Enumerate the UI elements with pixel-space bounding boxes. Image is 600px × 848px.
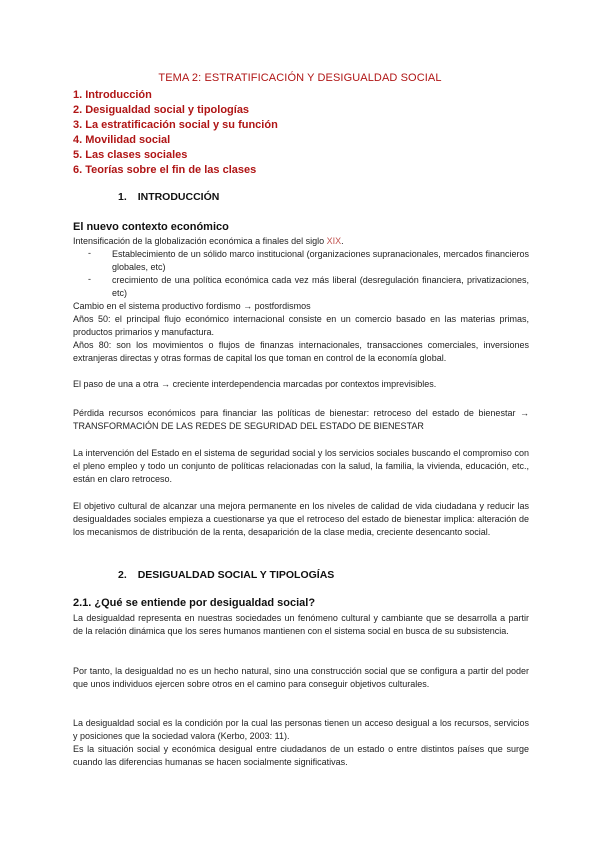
- subheading-context: El nuevo contexto económico: [73, 221, 229, 233]
- bullet-item: crecimiento de una política económica cada vez más liberal (desregulación financiera, privatizaciones, etc): [112, 275, 529, 298]
- toc-item: 2. Desigualdad social y tipologías: [73, 104, 250, 116]
- paragraph-loss: Pérdida recursos económicos para financiar las políticas de bienestar: retroceso del estado de bienestar → TRANSFORMACIÓN DE LAS REDES DE SEGURIDAD DEL ESTADO DE BIENESTAR: [73, 408, 529, 431]
- century-text: XIX: [326, 236, 342, 246]
- paragraph-transition: El paso de una a otra → creciente interdependencia marcadas por contextos imprevisibles.: [73, 379, 437, 389]
- toc-item: 6. Teorías sobre el fin de las clases: [73, 164, 257, 176]
- page-title: TEMA 2: ESTRATIFICACIÓN Y DESIGUALDAD SOCIAL: [158, 72, 442, 84]
- table-of-contents: [73, 88, 278, 178]
- paragraph-years-50: Años 50: el principal flujo económico internacional consiste en un comercio basado en las materias primas, productos primarios y manufactura.: [73, 314, 529, 337]
- section-1-number: 1.: [118, 191, 127, 203]
- intro-text: Intensificación de la globalización económica a finales del siglo: [73, 236, 327, 246]
- paragraph-intro: Intensificación de la globalización económica a finales del siglo XIX.: [73, 236, 344, 246]
- paragraph-intervention: La intervención del Estado en el sistema de seguridad social y los servicios sociales buscando el compromiso con el pleno empleo y todo un conjunto de políticas relacionadas con la salud, la familia, la vivienda, educación, etc., están en claro retroceso.: [73, 448, 529, 484]
- toc-item: 3. La estratificación social y su función: [73, 119, 278, 131]
- paragraph-objective: El objetivo cultural de alcanzar una mejora permanente en los niveles de calidad de vida ciudadana y reducir las desigualdades sociales empieza a cuestionarse ya que el retroceso del estado de bienestar implica: alteración de los mecanismos de distribución de la renta, desaparición de la clase media, creciente desencanto social.: [73, 501, 529, 537]
- section-1-title: INTRODUCCIÓN: [137, 191, 220, 203]
- paragraph-inequality-1: La desigualdad representa en nuestras sociedades un fenómeno cultural y cambiante que se desarrolla a partir de la relación dinámica que los seres humanos mantienen con el sistema social en busca de su subsistencia.: [73, 613, 529, 636]
- section-2-heading: [118, 569, 334, 581]
- bullet-item: Establecimiento de un sólido marco institucional (organizaciones supranacionales, mercados financieros globales, etc): [112, 249, 529, 272]
- section-2-title: DESIGUALDAD SOCIAL Y TIPOLOGÍAS: [137, 569, 335, 581]
- paragraph-years-80: Años 80: son los movimientos o flujos de finanzas internacionales, transacciones comerciales, inversiones extranjeras directas y otras formas de capital los que toman en control de la economía global.: [73, 340, 529, 363]
- bullet-marker: -: [88, 274, 91, 284]
- paragraph-inequality-2: Por tanto, la desigualdad no es un hecho natural, sino una construcción social que se configura a partir del poder que unos individuos ejercen sobre otros en el camino para conseguir objetivos culturales.: [73, 666, 529, 689]
- subheading-inequality: 2.1. ¿Qué se entiende por desigualdad social?: [73, 597, 316, 609]
- paragraph-change: Cambio en el sistema productivo fordismo → postfordismos: [73, 301, 311, 311]
- section-2-number: 2.: [118, 569, 127, 581]
- paragraph-inequality-4: Es la situación social y económica desigual entre ciudadanos de un estado o entre distintos países que surge cuando las diferencias humanas se hacen socialmente significativas.: [73, 744, 529, 767]
- section-1-heading: [118, 191, 219, 203]
- toc-item: 5. Las clases sociales: [73, 149, 188, 161]
- toc-item: 4. Movilidad social: [73, 134, 171, 146]
- bullet-marker: -: [88, 248, 91, 258]
- toc-item: 1. Introducción: [73, 89, 152, 101]
- paragraph-inequality-3: La desigualdad social es la condición por la cual las personas tienen un acceso desigual a los recursos, servicios y posiciones que la sociedad valora (Kerbo, 2003: 11).: [73, 718, 529, 741]
